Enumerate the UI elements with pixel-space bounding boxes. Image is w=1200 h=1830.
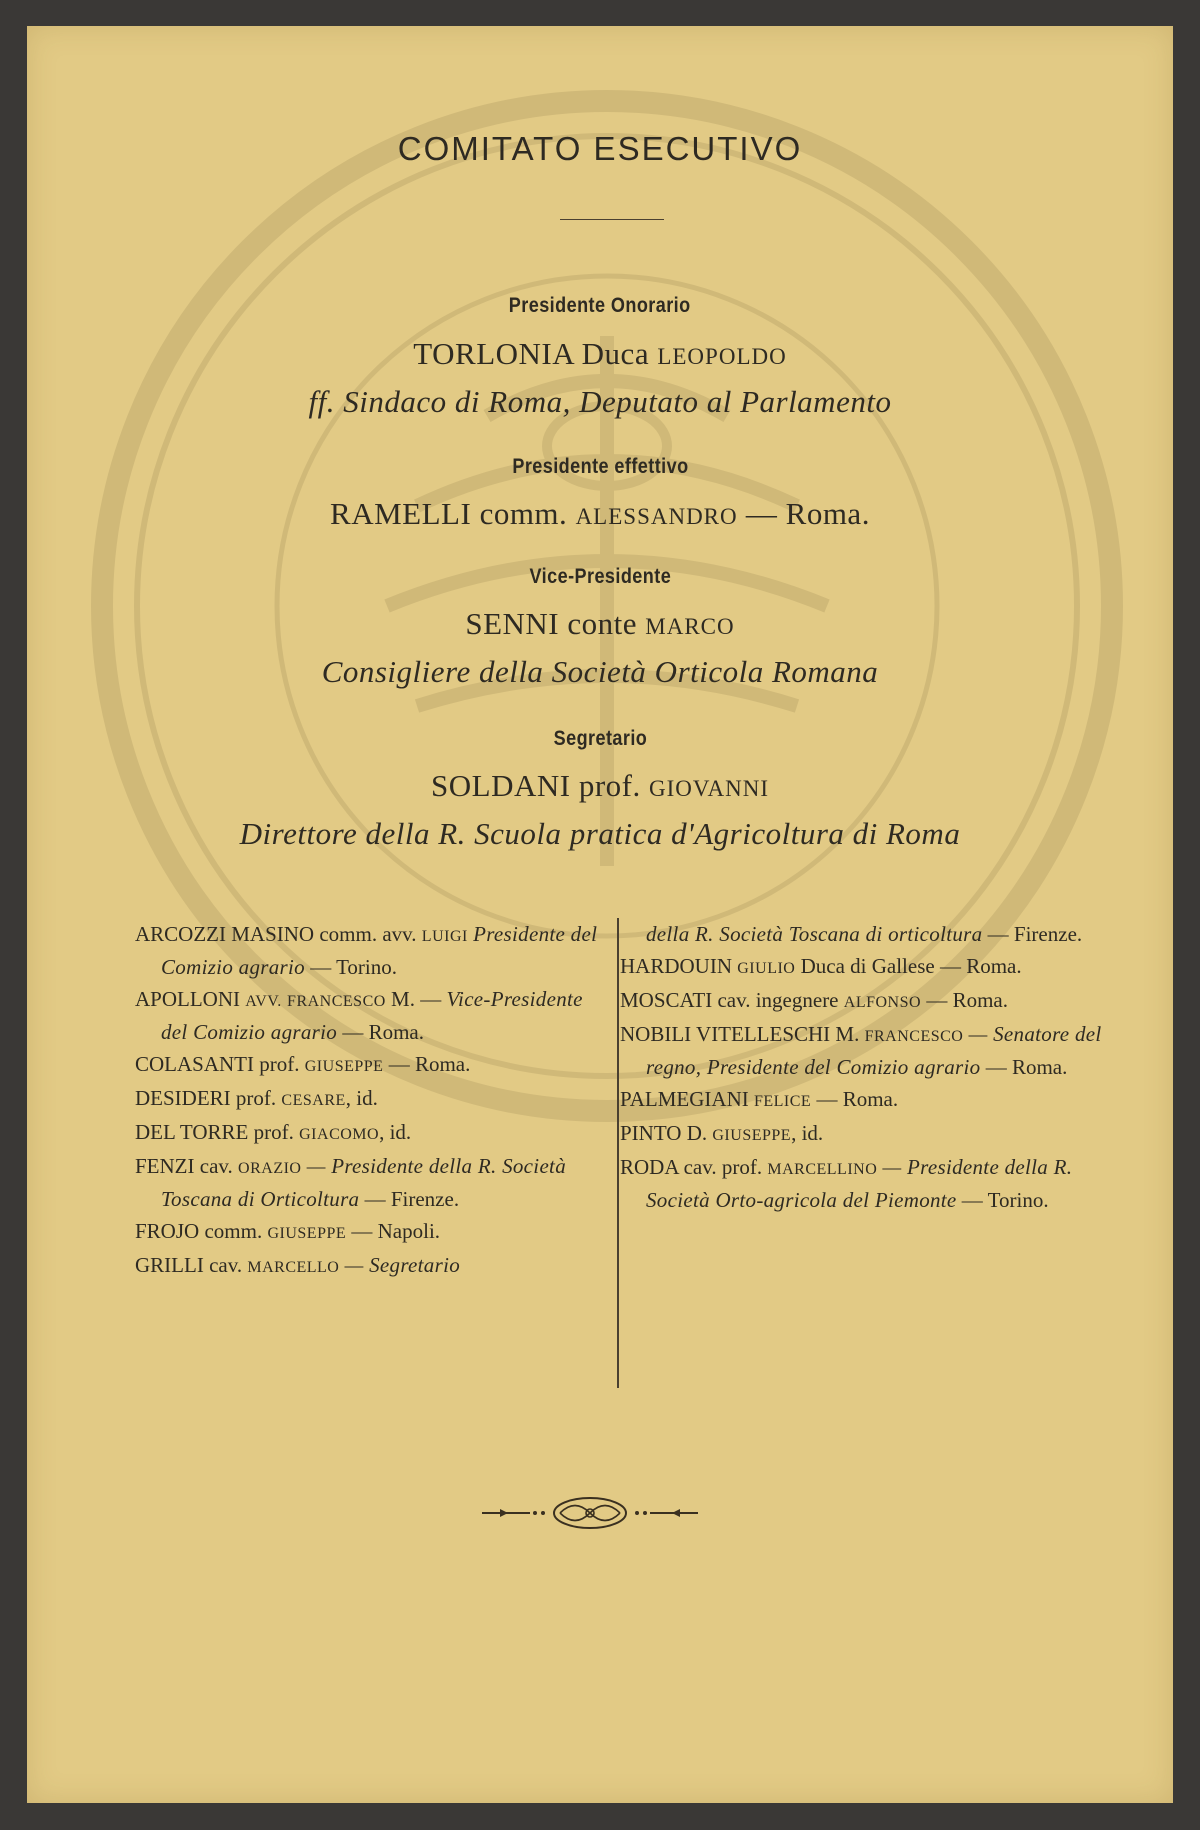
member-entry: NOBILI VITELLESCHI M. FRANCESCO — Senatore del regno, Presidente del Comizio agrario — Roma.	[620, 1022, 1102, 1079]
role-president: Presidente effettivo	[511, 455, 689, 478]
members-right-column	[620, 919, 1105, 1217]
role-vice-president: Vice-Presidente	[529, 565, 671, 588]
member-entry: RODA cav. prof. MARCELLINO — Presidente della R. Società Orto-agricola del Piemonte — Torino.	[620, 1155, 1073, 1212]
president-name: RAMELLI comm. ALESSANDRO — Roma.	[330, 496, 870, 531]
member-entry: PALMEGIANI FELICE — Roma.	[620, 1087, 899, 1111]
member-entry: MOSCATI cav. ingegnere ALFONSO — Roma.	[620, 988, 1008, 1012]
member-entry: PINTO D. GIUSEPPE, id.	[620, 1121, 824, 1145]
honorary-president-name: TORLONIA Duca LEOPOLDO	[413, 336, 787, 371]
member-entry: FROJO comm. GIUSEPPE — Napoli.	[135, 1219, 441, 1243]
ornament-icon	[480, 1488, 700, 1538]
document-page	[27, 26, 1173, 1803]
member-entry: HARDOUIN GIULIO Duca di Gallese — Roma.	[620, 954, 1022, 978]
member-entry: DESIDERI prof. CESARE, id.	[135, 1086, 378, 1110]
role-secretary: Segretario	[553, 727, 647, 750]
secretary-desc: Direttore della R. Scuola pratica d'Agricoltura di Roma	[239, 816, 961, 851]
member-entry: COLASANTI prof. GIUSEPPE — Roma.	[135, 1052, 471, 1076]
secretary-name: SOLDANI prof. GIOVANNI	[431, 768, 769, 803]
vice-president-desc: Consigliere della Società Orticola Romana	[321, 654, 879, 689]
role-honorary-president: Presidente Onorario	[509, 294, 691, 317]
vice-president-name: SENNI conte MARCO	[465, 606, 735, 641]
column-divider	[617, 918, 619, 1388]
member-entry: DEL TORRE prof. GIACOMO, id.	[135, 1120, 412, 1144]
member-entry: APOLLONI AVV. FRANCESCO M. — Vice-Presidente del Comizio agrario — Roma.	[135, 987, 583, 1044]
members-left-column	[135, 919, 605, 1284]
title-rule	[560, 219, 664, 220]
member-entry: ARCOZZI MASINO comm. avv. LUIGI Presidente del Comizio agrario — Torino.	[135, 922, 598, 979]
page-title: COMITATO ESECUTIVO	[397, 130, 803, 167]
member-entry-continuation: della R. Società Toscana di orticoltura — Firenze.	[646, 922, 1083, 946]
member-entry: GRILLI cav. MARCELLO — Segretario	[135, 1253, 461, 1277]
member-entry: FENZI cav. ORAZIO — Presidente della R. Società Toscana di Orticoltura — Firenze.	[135, 1154, 566, 1211]
honorary-president-desc: ff. Sindaco di Roma, Deputato al Parlamento	[308, 384, 892, 419]
